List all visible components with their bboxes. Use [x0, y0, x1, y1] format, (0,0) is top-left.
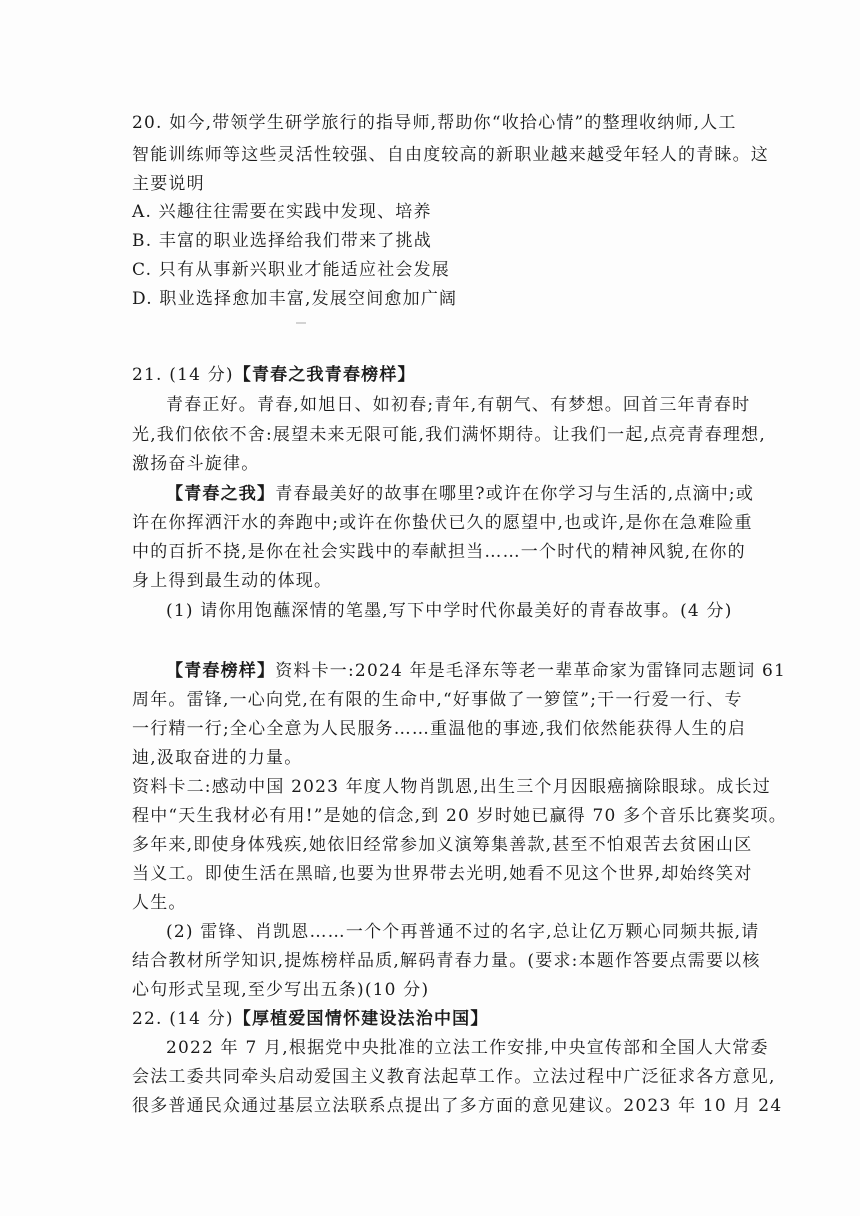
- q20-stem-line-2: 智能训练师等这些灵活性较强、自由度较高的新职业越来越受年轻人的青睐。这: [132, 145, 769, 165]
- q21-card2-line-1: 资料卡二:感动中国 2023 年度人物肖凯恩,出生三个月因眼癌摘除眼球。成长过: [132, 777, 772, 797]
- q21-card2-line-5: 人生。: [132, 893, 187, 913]
- q21-subquestion-2-line-3: 心句形式呈现,至少写出五条)(10 分): [132, 980, 430, 1000]
- q21-card2-line-4: 当义工。即使生活在黑暗,也要为世界带去光明,她看不见这个世界,却始终笑对: [132, 864, 753, 884]
- section-tag-qingchun-bangyang: 【青春榜样】: [166, 661, 276, 681]
- q20-option-c[interactable]: C. 只有从事新兴职业才能适应社会发展: [132, 260, 451, 280]
- q22-body-line-1: 2022 年 7 月,根据党中央批准的立法工作安排,中央宣传部和全国人大常委: [166, 1038, 769, 1058]
- q22-points: 22. (14 分): [132, 1009, 234, 1029]
- q21-section1-line-3: 中的百折不挠,是你在社会实践中的奉献担当……一个时代的精神风貌,在你的: [132, 542, 746, 562]
- q21-section1-line-1: [166, 483, 755, 505]
- q20-option-a[interactable]: A. 兴趣往往需要在实践中发现、培养: [132, 202, 432, 222]
- q21-title: 【青春之我青春榜样】: [233, 365, 416, 385]
- q21-intro-line-3: 激扬奋斗旋律。: [132, 454, 260, 474]
- q21-section2-line-1: [166, 660, 787, 682]
- q21-section2-line-3: 一行精一行;全心全意为人民服务……重温他的事迹,我们依然能获得人生的启: [132, 719, 747, 739]
- q20-option-b[interactable]: B. 丰富的职业选择给我们带来了挑战: [132, 231, 432, 251]
- q21-card2-line-2: 程中“天生我材必有用!”是她的信念,到 20 岁时她已赢得 70 多个音乐比赛奖项。: [132, 806, 787, 826]
- q22-header: [132, 1008, 742, 1030]
- q21-intro-line-2: 光,我们依依不舍:展望未来无限可能,我们满怀期待。让我们一起,点亮青春理想,: [132, 425, 766, 445]
- q21-section2-line-4: 迪,汲取奋进的力量。: [132, 748, 303, 768]
- section1-text: 青春最美好的故事在哪里?或许在你学习与生活的,点滴中;或: [275, 484, 755, 504]
- q21-points: 21. (14 分): [132, 365, 234, 385]
- q22-title: 【厚植爱国情怀建设法治中国】: [233, 1009, 489, 1029]
- q22-body-line-2: 会法工委共同牵头启动爱国主义教育法起草工作。立法过程中广泛征求各方意见,: [132, 1067, 776, 1087]
- q21-subquestion-2-line-1: (2) 雷锋、肖凯恩……一个个再普通不过的名字,总让亿万颗心同频共振,请: [166, 922, 760, 942]
- q20-option-d[interactable]: D. 职业选择愈加丰富,发展空间愈加广阔: [132, 289, 458, 309]
- q21-section2-line-2: 周年。雷锋,一心向党,在有限的生命中,“好事做了一箩筐”;干一行爱一行、专: [132, 690, 743, 710]
- q21-section1-line-4: 身上得到最生动的体现。: [132, 571, 333, 591]
- q21-intro-line-1: 青春正好。青春,如旭日、如初春;青年,有朝气、有梦想。回首三年青春时: [166, 395, 751, 415]
- q21-section1-line-2: 许在你挥洒汗水的奔跑中;或许在你蛰伏已久的愿望中,也或许,是你在急难险重: [132, 513, 753, 533]
- scan-mark: [296, 322, 306, 324]
- section2-text: 资料卡一:2024 年是毛泽东等老一辈革命家为雷锋同志题词 61: [275, 661, 787, 681]
- q21-subquestion-2-line-2: 结合教材所学知识,提炼榜样品质,解码青春力量。(要求:本题作答要点需要以核: [132, 951, 761, 971]
- q21-subquestion-1: (1) 请你用饱蘸深情的笔墨,写下中学时代你最美好的青春故事。(4 分): [166, 601, 733, 621]
- section-tag-qingchun-zhiwo: 【青春之我】: [166, 484, 276, 504]
- q20-stem-line-3: 主要说明: [132, 174, 205, 194]
- q21-header: [132, 364, 742, 386]
- q22-body-line-3: 很多普通民众通过基层立法联系点提出了多方面的意见建议。2023 年 10 月 24: [132, 1096, 783, 1116]
- q21-card2-line-3: 多年来,即使身体残疾,她依旧经常参加义演筹集善款,甚至不怕艰苦去贫困山区: [132, 835, 753, 855]
- q20-stem-line-1: 20. 如今,带领学生研学旅行的指导师,帮助你“收拾心情”的整理收纳师,人工: [132, 113, 737, 133]
